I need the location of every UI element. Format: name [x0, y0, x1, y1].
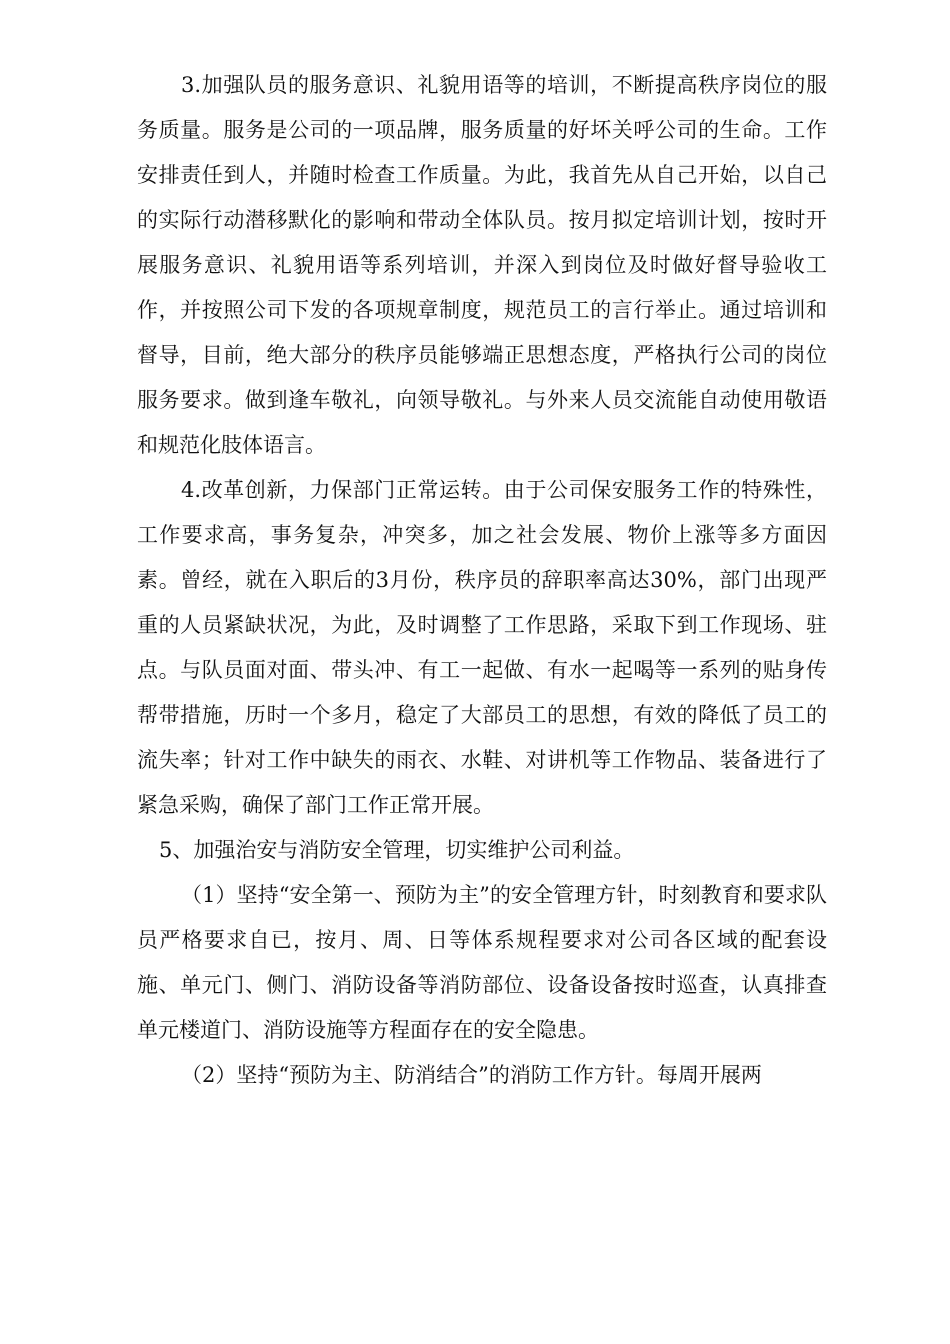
- paragraph-service-training: 3.加强队员的服务意识、礼貌用语等的培训，不断提高秩序岗位的服务质量。服务是公司的一项品牌，服务质量的好坏关呼公司的生命。工作安排责任到人，并随时检查工作质量。为此，我首先从自己开始，以自己的实际行动潜移默化的影响和带动全体队员。按月拟定培训计划，按时开展服务意识、礼貌用语等系列培训，并深入到岗位及时做好督导验收工作，并按照公司下发的各项规章制度，规范员工的言行举止。通过培训和督导，目前，绝大部分的秩序员能够端正思想态度，严格执行公司的岗位服务要求。做到逢车敬礼，向领导敬礼。与外来人员交流能自动使用敬语和规范化肢体语言。: [137, 73, 827, 457]
- paragraph-security-heading: 5、加强治安与消防安全管理，切实维护公司利益。: [159, 838, 635, 862]
- paragraph-reform-innovation: 4.改革创新，力保部门正常运转。由于公司保安服务工作的特殊性，工作要求高，事务复杂，冲突多，加之社会发展、物价上涨等多方面因素。曾经，就在入职后的3月份，秩序员的辞职率高达30%，部门出现严重的人员紧缺状况，为此，及时调整了工作思路，采取下到工作现场、驻点。与队员面对面、带头冲、有工一起做、有水一起喝等一系列的贴身传帮带措施，历时一个多月，稳定了大部员工的思想，有效的降低了员工的流失率；针对工作中缺失的雨衣、水鞋、对讲机等工作物品、装备进行了紧急采购，确保了部门工作正常开展。: [137, 478, 827, 817]
- paragraph-safety-first: （1）坚持“安全第一、预防为主”的安全管理方针，时刻教育和要求队员严格要求自已，按月、周、日等体系规程要求对公司各区域的配套设施、单元门、侧门、消防设备等消防部位、设备设备按时巡查，认真排查单元楼道门、消防设施等方程面存在的安全隐患。: [137, 883, 827, 1042]
- document-body: [137, 63, 827, 1098]
- paragraph-fire-prevention: （2）坚持“预防为主、防消结合”的消防工作方针。每周开展两: [181, 1063, 762, 1087]
